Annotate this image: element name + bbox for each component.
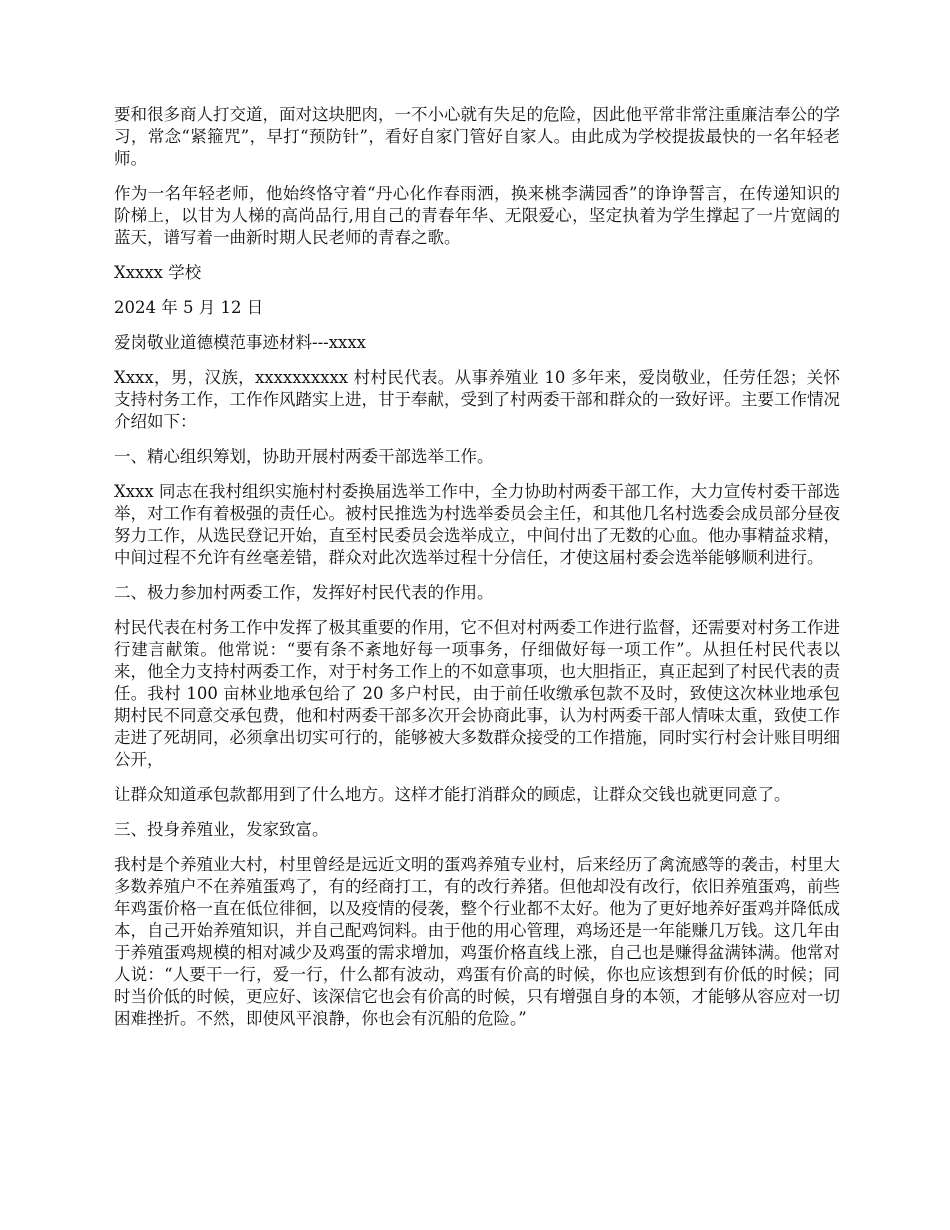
document-title: 爱岗敬业道德模范事迹材料---xxxx [114,333,366,352]
section-heading-1: 一、精心组织筹划，协助开展村两委干部选举工作。 [114,447,494,466]
paragraph-election: Xxxx 同志在我村组织实施村村委换届选举工作中，全力协助村两委干部工作，大力宣传村委干部选举，对工作有着极强的责任心。被村民推选为村选举委员会主任，和其他几名村选委会成员部分昼夜努力工作，从选民登记开始，直至村民委员会选举成立，中间付出了无数的心血。他办事精益求精，中间过程不允许有丝毫差错，群众对此次选举过程十分信任，才使这届村委会选举能够顺利进行。 [114,482,840,567]
paragraph-transparency: 让群众知道承包款都用到了什么地方。这样才能打消群众的顾虑，让群众交钱也就更同意了。 [114,785,791,804]
section-heading-2: 二、极力参加村两委工作，发挥好村民代表的作用。 [114,583,494,602]
paragraph-farming: 我村是个养殖业大村，村里曾经是远近文明的蛋鸡养殖专业村，后来经历了禽流感等的袭击，村里大多数养殖户不在养殖蛋鸡了，有的经商打工，有的改行养猪。但他却没有改行，依旧养殖蛋鸡，前些年鸡蛋价格一直在低位徘徊，以及疫情的侵袭，整个行业都不太好。他为了更好地养好蛋鸡并降低成本，自己开始养殖知识，并自己配鸡饲料。由于他的用心管理，鸡场还是一年能赚几万钱。这几年由于养殖蛋鸡规模的相对减少及鸡蛋的需求增加，鸡蛋价格直线上涨，自己也是赚得盆满钵满。他常对人说：“人要干一行，爱一行，什么都有波动，鸡蛋有价高的时候，你也应该想到有价低的时候；同时当价低的时候，更应好、该深信它也会有价高的时候，只有增强自身的本领，才能够从容应对一切困难挫折。不然，即使风平浪静，你也会有沉船的危险。” [114,855,840,1028]
paragraph-young-teacher: 作为一名年轻老师，他始终恪守着“丹心化作春雨洒，换来桃李满园香”的诤诤誓言，在传递知识的阶梯上，以甘为人梯的高尚品行,用自己的青春年华、无限爱心，坚定执着为学生撑起了一片宽阔的蓝天，谱写着一曲新时期人民老师的青春之歌。 [114,184,840,247]
signature-date: 2024 年 5 月 12 日 [114,298,264,317]
signature-school: Xxxxx 学校 [114,263,202,282]
section-heading-3: 三、投身养殖业，发家致富。 [114,820,329,839]
paragraph-integrity: 要和很多商人打交道，面对这块肥肉，一不小心就有失足的危险，因此他平常非常注重廉洁奉公的学习，常念“紧箍咒”，早打“预防针”，看好自家门管好自家人。由此成为学校提拔最快的一名年轻老师。 [114,105,840,168]
paragraph-intro: Xxxx，男，汉族，xxxxxxxxxx 村村民代表。从事养殖业 10 多年来，爱岗敬业，任劳任怨；关怀支持村务工作，工作作风踏实上进，甘于奉献，受到了村两委干部和群众的一致好评。主要工作情况介绍如下： [114,368,840,431]
document-body [114,104,840,1043]
paragraph-representative: 村民代表在村务工作中发挥了极其重要的作用，它不但对村两委工作进行监督，还需要对村务工作进行建言献策。他常说：“要有条不紊地好每一项事务，仔细做好每一项工作”。从担任村民代表以来，他全力支持村两委工作，对于村务工作上的不如意事项，也大胆指正，真正起到了村民代表的责任。我村 100 亩林业地承包给了 20 多户村民，由于前任收缴承包款不及时，致使这次林业地承包期村民不同意交承包费，他和村两委干部多次开会协商此事，认为村两委干部人情味太重，致使工作走进了死胡同，必须拿出切实可行的，能够被大多数群众接受的工作措施，同时实行村会计账目明细公开， [114,618,840,769]
